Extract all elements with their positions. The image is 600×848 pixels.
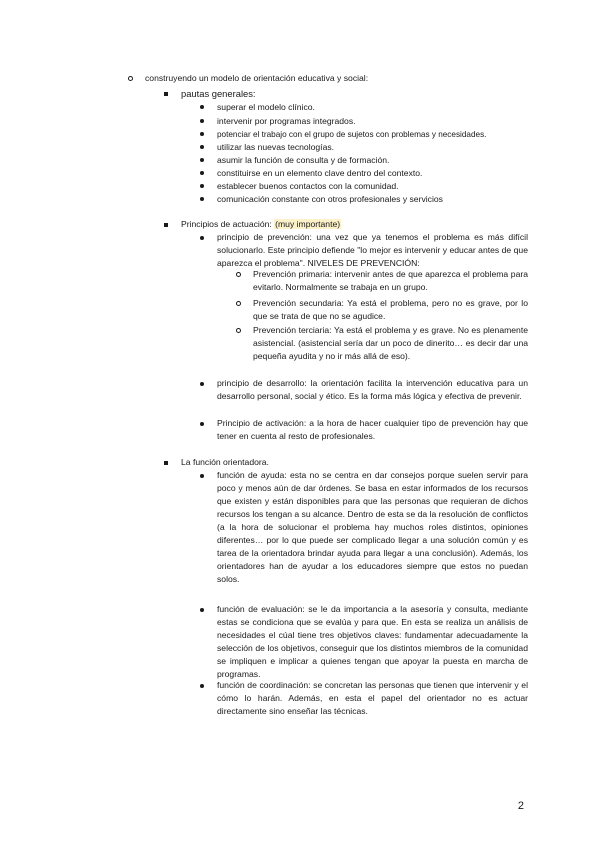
- pautas-item: utilizar las nuevas tecnologías.: [217, 142, 335, 152]
- pautas-item: comunicación constante con otros profesionales y servicios: [217, 194, 443, 204]
- pautas-item: superar el modelo clínico.: [217, 102, 315, 112]
- bullet-dot: [200, 158, 204, 162]
- list-item: [200, 141, 530, 154]
- bullet-dot: [200, 197, 204, 201]
- pautas-item: establecer buenos contactos con la comunidad.: [217, 181, 399, 191]
- bullet-dot: [200, 119, 204, 123]
- square-bullet: [164, 223, 168, 227]
- pautas-item: potenciar el trabajo con el grupo de sujetos con problemas y necesidades.: [217, 130, 487, 139]
- open-circle-bullet: [128, 76, 133, 81]
- nivel-item: Prevención terciaria: Ya está el problema y es grave. No es plenamente asistencial. (asistencial sería dar un poco de dinerito… es decir dar una pequeña ayudita y no ir más allá de eso).: [253, 325, 528, 361]
- funcion-item: función de coordinación: se concretan las personas que tienen que intervenir y el cómo lo harán. Además, en esta el papel del orientador no es actuar directamente sino enseñar las técnicas.: [217, 680, 528, 716]
- pautas-item: intervenir por programas integrados.: [217, 116, 356, 126]
- pautas-item: constituirse en un elemento clave dentro del contexto.: [217, 168, 423, 178]
- list-item: [236, 268, 528, 297]
- funcion-title: La función orientadora.: [181, 457, 269, 467]
- highlight-note: (muy importante): [275, 219, 341, 229]
- pautas-item: asumir la función de consulta y de formación.: [217, 155, 390, 165]
- bullet-dot: [200, 184, 204, 188]
- funcion-item: función de ayuda: esta no se centra en dar consejos porque suelen servir para poco y menos aún de dar órdenes. Se basa en estar informados de los recursos que existen y están disponibles para que las personas que requieran de dichos recursos los tengan a su alcance. Dentro de esta se da la resolución de conflictos (a la hora de solucionar el problema hay muchos roles distintos, opiniones diferentes… por lo que puede ser complicado llegar a una solución común y es tarea de la orientadora brindar ayuda para llegar a una conclusión). Además, los orientadores han de ayudar a los educadores siempre que estos no puedan solos.: [217, 470, 528, 584]
- bullet-dot: [200, 422, 204, 426]
- list-item: [200, 154, 530, 167]
- nivel-item: Prevención primaria: intervenir antes de que aparezca el problema para evitarlo. Normalmente se trabaja en un grupo.: [253, 269, 528, 292]
- open-circle-bullet: [236, 328, 241, 333]
- bullet-dot: [200, 132, 204, 136]
- nivel-item: Prevención secundaria: Ya está el problema, pero no es grave, por lo que se trata de que no se agudice.: [253, 298, 528, 321]
- open-circle-bullet: [236, 301, 241, 306]
- list-item: [236, 324, 528, 368]
- list-item: [200, 180, 530, 193]
- principios-title: Principios de actuación:: [181, 219, 272, 229]
- funcion-item: función de evaluación: se le da importancia a la asesoría y consulta, mediante estas se condiciona que se evalúa y para que. En esta se realiza un análisis de necesidades el cúal tiene tres objetivos claves: fundamentar adecuadamente la selección de los objetivos, conseguir que los distintos miembros de la comunidad se impliquen e implicar a quienes tengan que apoyar la puesta en marcha de programas.: [217, 604, 528, 679]
- bullet-dot: [200, 608, 204, 612]
- open-circle-bullet: [236, 272, 241, 277]
- bullet-dot: [200, 684, 204, 688]
- list-item: [236, 297, 528, 324]
- list-item: [200, 115, 530, 128]
- bullet-dot: [200, 474, 204, 478]
- section-heading: construyendo un modelo de orientación educativa y social:: [145, 73, 369, 83]
- bullet-dot: [200, 105, 204, 109]
- pautas-list: [200, 101, 530, 206]
- list-item: [200, 101, 530, 115]
- prevencion-text: principio de prevención: una vez que ya tenemos el problema es más difícil solucionarlo. Este principio defiende "lo mejor es intervenir y educar antes de que aparezca el problema". NIVELES DE PREVENCIÓN:: [217, 232, 528, 268]
- desarrollo-text: principio de desarrollo: la orientación facilita la intervención educativa para un desarrollo personal, social y ético. Es la forma más lógica y efectiva de prevenir.: [217, 378, 528, 401]
- bullet-dot: [200, 382, 204, 386]
- niveles-list: [236, 268, 528, 368]
- square-bullet: [164, 461, 168, 465]
- activacion-text: Principio de activación: a la hora de hacer cualquier tipo de prevención hay que tener en cuenta al resto de profesionales.: [217, 418, 528, 441]
- list-item: [200, 193, 530, 206]
- bullet-dot: [200, 171, 204, 175]
- list-item: [200, 167, 530, 180]
- bullet-dot: [200, 145, 204, 149]
- page-number: 2: [517, 800, 524, 812]
- list-item: [200, 128, 530, 141]
- bullet-dot: [200, 236, 204, 240]
- square-bullet: [164, 92, 168, 96]
- principios-title-line: [181, 218, 341, 231]
- pautas-title: pautas generales:: [181, 88, 256, 99]
